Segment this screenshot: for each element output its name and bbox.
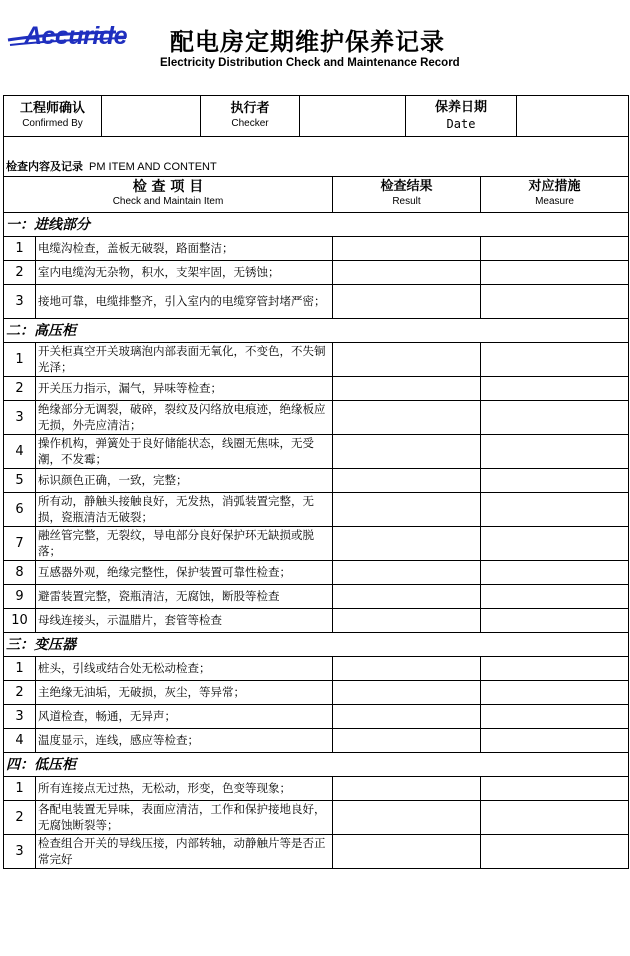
category-title: 四：低压柜 [4, 752, 629, 776]
item-number: 1 [4, 236, 36, 260]
checker-label-cell: 执行者 Checker [201, 96, 300, 137]
checker-field[interactable] [300, 96, 406, 137]
item-number: 1 [4, 656, 36, 680]
result-field[interactable] [333, 584, 481, 608]
category-title: 二：高压柜 [4, 318, 629, 342]
measure-field[interactable] [481, 584, 629, 608]
item-number: 4 [4, 434, 36, 468]
result-field[interactable] [333, 800, 481, 834]
item-number: 6 [4, 492, 36, 526]
measure-field[interactable] [481, 776, 629, 800]
checklist-table [3, 136, 629, 869]
result-field[interactable] [333, 284, 481, 318]
measure-field[interactable] [481, 800, 629, 834]
item-description: 各配电装置无异味，表面应清洁，工作和保护接地良好，无腐蚀断裂等； [36, 800, 333, 834]
item-description: 所有连接点无过热，无松动，形变，色变等现象； [36, 776, 333, 800]
item-description: 标识颜色正确，一致，完整； [36, 468, 333, 492]
item-description: 操作机构，弹簧处于良好储能状态，线圈无焦味，无受潮，不发霉； [36, 434, 333, 468]
item-description: 互感器外观，绝缘完整性，保护装置可靠性检查； [36, 560, 333, 584]
result-field[interactable] [333, 834, 481, 868]
item-number: 8 [4, 560, 36, 584]
checklist-row [4, 434, 629, 468]
engineer-field[interactable] [102, 96, 201, 137]
item-description: 避雷装置完整，瓷瓶清洁，无腐蚀，断股等检查 [36, 584, 333, 608]
item-description: 开关柜真空开关玻璃泡内部表面无氧化，不变色，不失铜光泽； [36, 342, 333, 376]
item-number: 3 [4, 704, 36, 728]
checklist-row [4, 656, 629, 680]
engineer-label-cell: 工程师确认 Confirmed By [4, 96, 102, 137]
result-field[interactable] [333, 680, 481, 704]
measure-field[interactable] [481, 284, 629, 318]
item-description: 电缆沟检查，盖板无破裂，路面整洁； [36, 236, 333, 260]
item-description: 风道检查，畅通，无异声； [36, 704, 333, 728]
measure-field[interactable] [481, 834, 629, 868]
section-label-cn: 检查内容及记录 [6, 159, 83, 173]
checklist-row [4, 342, 629, 376]
signature-table [3, 95, 629, 137]
item-description: 桩头，引线或结合处无松动检查； [36, 656, 333, 680]
category-row [4, 212, 629, 236]
category-title: 三：变压器 [4, 632, 629, 656]
result-field[interactable] [333, 728, 481, 752]
measure-field[interactable] [481, 376, 629, 400]
measure-field[interactable] [481, 680, 629, 704]
measure-field[interactable] [481, 608, 629, 632]
measure-field[interactable] [481, 728, 629, 752]
item-number: 2 [4, 800, 36, 834]
category-row [4, 752, 629, 776]
result-field[interactable] [333, 656, 481, 680]
checklist-row [4, 800, 629, 834]
column-header-item: 检 查 项 目 Check and Maintain Item [4, 176, 333, 212]
checklist-row [4, 468, 629, 492]
result-field[interactable] [333, 376, 481, 400]
item-description: 母线连接头，示温腊片，套管等检查 [36, 608, 333, 632]
measure-field[interactable] [481, 342, 629, 376]
result-field[interactable] [333, 776, 481, 800]
item-number: 5 [4, 468, 36, 492]
checklist-row [4, 526, 629, 560]
checklist-row [4, 236, 629, 260]
item-number: 1 [4, 776, 36, 800]
date-label-cell: 保养日期 Date [406, 96, 517, 137]
item-description: 融丝管完整，无裂纹，导电部分良好保护环无缺损或脱落； [36, 526, 333, 560]
checklist-row [4, 376, 629, 400]
measure-field[interactable] [481, 526, 629, 560]
measure-field[interactable] [481, 704, 629, 728]
checklist-row [4, 728, 629, 752]
item-number: 7 [4, 526, 36, 560]
result-field[interactable] [333, 704, 481, 728]
item-description: 检查组合开关的导线压接，内部转轴，动静触片等是否正常完好 [36, 834, 333, 868]
measure-field[interactable] [481, 560, 629, 584]
item-number: 2 [4, 680, 36, 704]
item-number: 10 [4, 608, 36, 632]
page-title: 配电房定期维护保养记录 [170, 27, 445, 56]
item-description: 室内电缆沟无杂物，积水，支架牢固，无锈蚀； [36, 260, 333, 284]
result-field[interactable] [333, 526, 481, 560]
checklist-row [4, 584, 629, 608]
result-field[interactable] [333, 492, 481, 526]
checklist-row [4, 560, 629, 584]
measure-field[interactable] [481, 656, 629, 680]
item-number: 2 [4, 260, 36, 284]
result-field[interactable] [333, 260, 481, 284]
checklist-row [4, 400, 629, 434]
measure-field[interactable] [481, 434, 629, 468]
item-description: 开关压力指示，漏气，异味等检查； [36, 376, 333, 400]
item-number: 4 [4, 728, 36, 752]
measure-field[interactable] [481, 400, 629, 434]
item-number: 3 [4, 400, 36, 434]
checklist-row [4, 284, 629, 318]
result-field[interactable] [333, 400, 481, 434]
checklist-row [4, 704, 629, 728]
item-number: 9 [4, 584, 36, 608]
date-field[interactable] [517, 96, 629, 137]
category-title: 一：进线部分 [4, 212, 629, 236]
section-label-en: PM ITEM AND CONTENT [89, 160, 217, 173]
result-field[interactable] [333, 468, 481, 492]
column-header-result: 检查结果 Result [333, 176, 481, 212]
result-field[interactable] [333, 560, 481, 584]
measure-field[interactable] [481, 492, 629, 526]
item-number: 2 [4, 376, 36, 400]
measure-field[interactable] [481, 236, 629, 260]
result-field[interactable] [333, 236, 481, 260]
result-field[interactable] [333, 342, 481, 376]
column-header-row [4, 176, 629, 212]
checklist-row [4, 260, 629, 284]
category-row [4, 318, 629, 342]
category-row [4, 632, 629, 656]
checklist-row [4, 834, 629, 868]
item-number: 3 [4, 284, 36, 318]
item-number: 1 [4, 342, 36, 376]
checklist-row [4, 680, 629, 704]
item-description: 绝缘部分无调裂，破碎，裂纹及闪络放电痕迹，绝缘板应无损，外壳应清洁； [36, 400, 333, 434]
page-subtitle: Electricity Distribution Check and Maintenance Record [160, 57, 460, 69]
item-number: 3 [4, 834, 36, 868]
item-description: 温度显示，连线，感应等检查； [36, 728, 333, 752]
result-field[interactable] [333, 608, 481, 632]
measure-field[interactable] [481, 260, 629, 284]
item-description: 主绝缘无油垢，无破损，灰尘，等异常； [36, 680, 333, 704]
item-description: 所有动，静触头接触良好，无发热，消弧装置完整，无损，瓷瓶清洁无破裂； [36, 492, 333, 526]
result-field[interactable] [333, 434, 481, 468]
checklist-row [4, 608, 629, 632]
measure-field[interactable] [481, 468, 629, 492]
section-header-cell [4, 136, 629, 176]
company-logo: Accuride [24, 22, 127, 50]
item-description: 接地可靠，电缆排整齐，引入室内的电缆穿管封堵严密； [36, 284, 333, 318]
column-header-measure: 对应措施 Measure [481, 176, 629, 212]
checklist-row [4, 776, 629, 800]
checklist-row [4, 492, 629, 526]
